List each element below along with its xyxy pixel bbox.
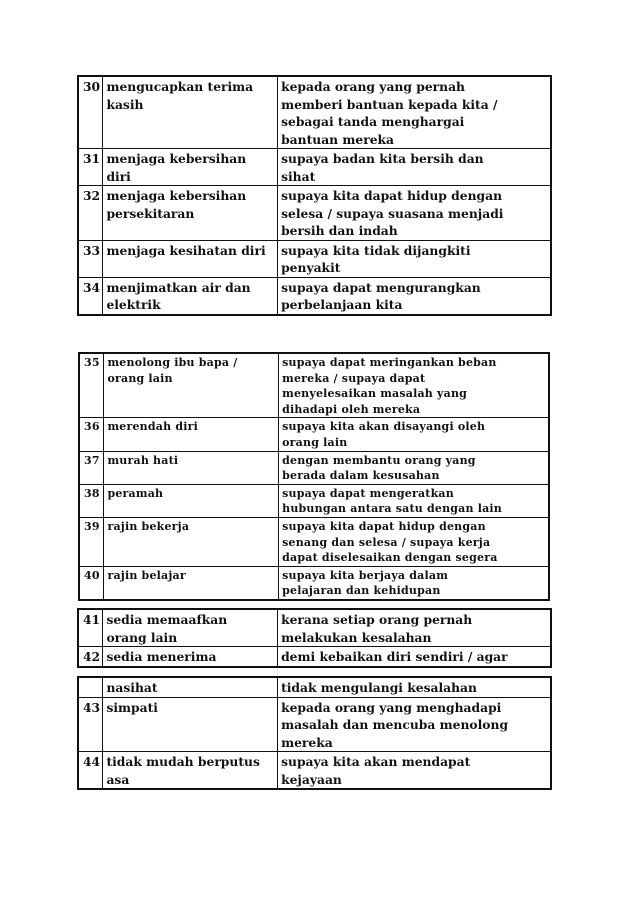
value-text-line: kasih [106, 96, 144, 112]
table-row [78, 149, 551, 186]
reason-cell [279, 517, 549, 566]
reason-text-line: sebagai tanda menghargai [281, 114, 465, 129]
value-text-line: simpati [106, 699, 158, 715]
reason-cell [278, 609, 551, 647]
reason-text-line: berada dalam kesusahan [282, 469, 440, 483]
value-text-line: nasihat [106, 680, 158, 695]
reason-text-line: penyakit [281, 260, 341, 275]
reason-text-line: hubungan antara satu dengan lain [282, 502, 502, 516]
reason-cell [278, 752, 551, 790]
table-body [78, 609, 551, 667]
reason-text-line: perbelanjaan kita [281, 297, 403, 312]
table-body [78, 677, 551, 789]
table-row [78, 609, 551, 647]
values-table-3 [77, 608, 552, 668]
value-text-line: menjaga kesihatan diri [106, 242, 266, 258]
reason-text-line: pelajaran dan kehidupan [282, 584, 441, 598]
value-text-line: menjimatkan air dan [106, 279, 251, 295]
reason-cell [279, 566, 549, 600]
reason-text-line: supaya kita dapat hidup dengan [282, 519, 486, 533]
row-number: 41 [78, 609, 103, 647]
value-cell [103, 697, 278, 752]
value-cell [104, 353, 279, 418]
value-text-line: murah hati [107, 453, 179, 467]
reason-text-line: bersih dan indah [281, 223, 398, 238]
value-cell [104, 418, 279, 451]
reason-text-line: supaya kita dapat hidup dengan [281, 188, 503, 203]
row-number: 36 [79, 418, 104, 451]
value-text-line: menjaga kebersihan [106, 188, 247, 203]
value-text-line: orang lain [107, 371, 173, 385]
reason-cell [279, 451, 549, 484]
value-cell [103, 609, 278, 647]
reason-text-line: masalah dan mencuba menolong [281, 717, 509, 732]
value-text-line: merendah diri [107, 420, 198, 434]
value-text-line: sedia memaafkan [106, 612, 228, 627]
row-number: 44 [78, 752, 103, 790]
value-text-line: persekitaran [106, 205, 195, 221]
row-number: 38 [79, 484, 104, 517]
table-row [79, 418, 549, 451]
reason-text-line: supaya dapat meringankan beban [282, 356, 497, 369]
value-cell [104, 517, 279, 566]
table-row [78, 240, 551, 277]
reason-cell [278, 697, 551, 752]
table-row [79, 451, 549, 484]
value-text-line: peramah [107, 486, 164, 500]
value-text-line: diri [106, 168, 131, 184]
table-row [79, 484, 549, 517]
values-table-2 [78, 352, 550, 601]
reason-text-line: demi kebaikan diri sendiri / agar [281, 649, 508, 664]
reason-text-line: kejayaan [281, 771, 342, 787]
reason-text-line: senang dan selesa / supaya kerja [282, 535, 491, 549]
row-number [78, 677, 103, 697]
row-number: 39 [79, 517, 104, 566]
table-row [78, 677, 551, 697]
reason-text-line: supaya kita tidak dijangkiti [281, 242, 471, 258]
table-row [79, 566, 549, 600]
reason-text-line: mereka [281, 734, 333, 750]
value-text-line: tidak mudah berputus [106, 754, 260, 769]
row-number: 40 [79, 566, 104, 600]
reason-text-line: dapat diselesaikan dengan segera [282, 551, 498, 565]
row-number: 34 [78, 277, 103, 315]
value-text-line: orang lain [106, 629, 178, 645]
row-number: 31 [78, 149, 103, 186]
reason-cell [278, 240, 551, 277]
reason-text-line: kepada orang yang pernah [281, 79, 465, 94]
row-number: 33 [78, 240, 103, 277]
table-row [78, 277, 551, 315]
reason-text-line: menyelesaikan masalah yang [282, 387, 468, 401]
value-text-line: asa [106, 771, 130, 787]
row-number: 37 [79, 451, 104, 484]
reason-text-line: selesa / supaya suasana menjadi [281, 205, 504, 221]
value-text-line: sedia menerima [106, 649, 217, 664]
value-cell [104, 451, 279, 484]
reason-text-line: supaya dapat mengurangkan [281, 279, 481, 295]
table-row [78, 752, 551, 790]
value-cell [104, 566, 279, 600]
reason-cell [278, 149, 551, 186]
reason-cell [279, 418, 549, 451]
values-table-4 [77, 676, 552, 790]
reason-text-line: orang lain [282, 435, 348, 449]
values-table-1 [77, 75, 552, 316]
reason-text-line: memberi bantuan kepada kita / [281, 96, 498, 112]
reason-text-line: kerana setiap orang pernah [281, 612, 473, 627]
reason-text-line: supaya kita akan disayangi oleh [282, 420, 486, 434]
value-cell [103, 76, 278, 149]
value-cell [103, 186, 278, 241]
reason-text-line: dihadapi oleh mereka [282, 402, 421, 416]
value-text-line: rajin belajar [107, 568, 186, 582]
value-cell [103, 149, 278, 186]
reason-cell [278, 277, 551, 315]
table-row [79, 353, 549, 418]
table-row [78, 647, 551, 667]
value-text-line: rajin bekerja [107, 519, 190, 533]
reason-cell [278, 677, 551, 697]
table-row [78, 76, 551, 149]
reason-text-line: bantuan mereka [281, 131, 395, 147]
reason-text-line: supaya dapat mengeratkan [282, 486, 454, 500]
value-cell [103, 647, 278, 667]
row-number: 30 [78, 76, 103, 149]
table-body [78, 76, 551, 315]
value-cell [103, 752, 278, 790]
row-number: 42 [78, 647, 103, 667]
reason-text-line: melakukan kesalahan [281, 629, 432, 645]
reason-cell [279, 484, 549, 517]
table-body [79, 353, 549, 600]
value-text-line: menjaga kebersihan [106, 151, 247, 166]
value-text-line: elektrik [106, 297, 161, 312]
table-row [78, 186, 551, 241]
reason-text-line: supaya kita akan mendapat [281, 754, 471, 769]
value-text-line: menolong ibu bapa / [107, 356, 238, 369]
reason-cell [278, 186, 551, 241]
table-row [78, 697, 551, 752]
value-cell [103, 677, 278, 697]
reason-cell [278, 647, 551, 667]
row-number: 35 [79, 353, 104, 418]
reason-cell [278, 76, 551, 149]
table-row [79, 517, 549, 566]
reason-text-line: tidak mengulangi kesalahan [281, 680, 477, 695]
reason-text-line: mereka / supaya dapat [282, 371, 426, 385]
reason-text-line: supaya kita berjaya dalam [282, 568, 449, 582]
reason-text-line: kepada orang yang menghadapi [281, 699, 502, 715]
value-cell [103, 277, 278, 315]
row-number: 43 [78, 697, 103, 752]
value-cell [103, 240, 278, 277]
reason-text-line: sihat [281, 168, 316, 184]
row-number: 32 [78, 186, 103, 241]
reason-cell [279, 353, 549, 418]
reason-text-line: supaya badan kita bersih dan [281, 151, 484, 166]
reason-text-line: dengan membantu orang yang [282, 453, 476, 467]
value-text-line: mengucapkan terima [106, 79, 254, 94]
value-cell [104, 484, 279, 517]
